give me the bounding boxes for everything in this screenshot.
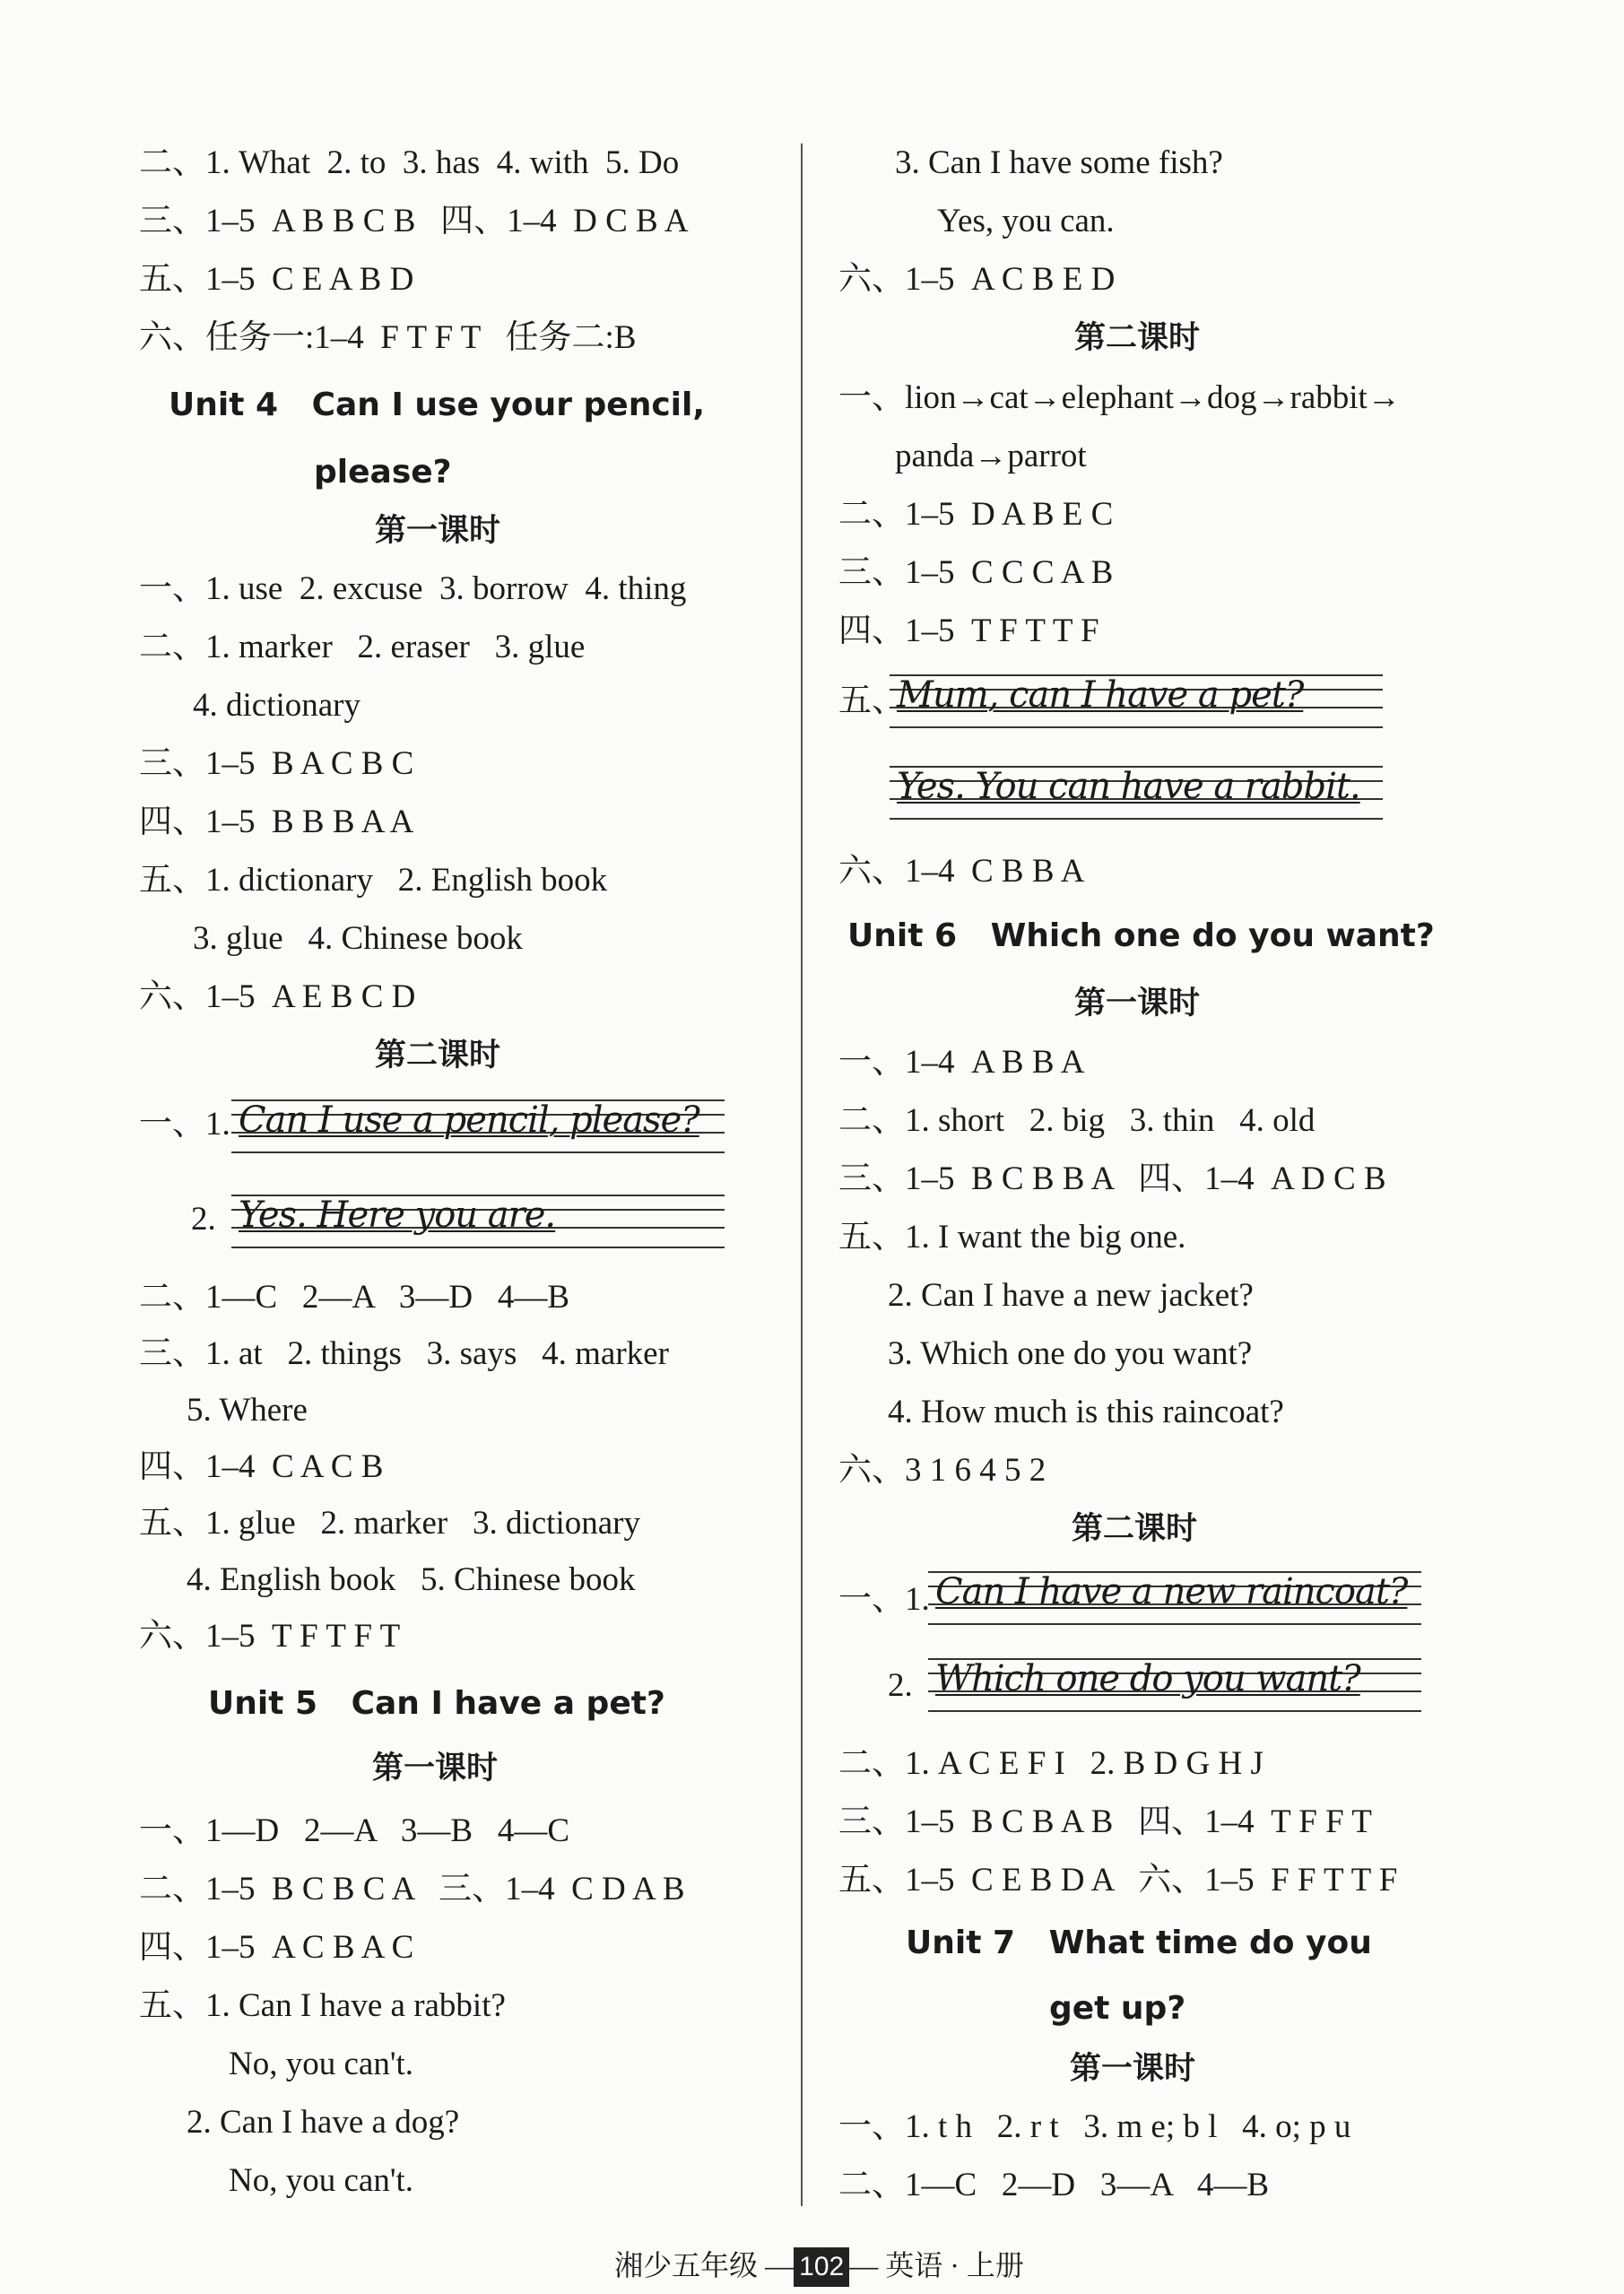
- answer-line: 一、1—D 2—A 3—B 4—C: [139, 1812, 570, 1849]
- handwriting-answer: [890, 671, 1383, 734]
- answer-line: No, you can't.: [229, 2162, 414, 2199]
- handwriting-text: Can I use a pencil, please?: [239, 1099, 699, 1141]
- handwriting-answer: [928, 1655, 1421, 1717]
- answer-line: 3. Which one do you want?: [888, 1335, 1253, 1372]
- handwriting-answer: [928, 1568, 1421, 1630]
- unit-5-title: Unit 5 Can I have a pet?: [208, 1685, 665, 1722]
- page-footer: [0, 2206, 1624, 2287]
- lesson-heading: 第一课时: [372, 1751, 499, 1786]
- unit-4-title: Unit 4 Can I use your pencil,: [169, 387, 706, 423]
- answer-line: 六、1–5 A E B C D: [139, 978, 416, 1015]
- answer-line: 六、1–5 T F T F T: [139, 1618, 401, 1655]
- answer-line: 2. Can I have a new jacket?: [888, 1277, 1254, 1314]
- handwriting-text: Can I have a new raincoat?: [935, 1571, 1408, 1612]
- unit-7-title-cont: get up?: [1049, 1990, 1186, 2027]
- unit-6-title: Unit 6 Which one do you want?: [847, 917, 1435, 954]
- handwriting-text: Which one do you want?: [935, 1658, 1360, 1699]
- footer-left: 湘少五年级 —: [614, 2249, 795, 2281]
- handwriting-text: Mum, can I have a pet?: [897, 674, 1304, 716]
- answer-line: 五、1. dictionary 2. English book: [139, 862, 608, 899]
- answer-line: 四、1–5 T F T T F: [838, 613, 1099, 649]
- answer-line: 四、1–5 A C B A C: [139, 1929, 414, 1966]
- answer-line: 四、1–5 B B B A A: [139, 804, 414, 840]
- answer-line: 二、1. short 2. big 3. thin 4. old: [838, 1102, 1316, 1139]
- answer-line: Yes, you can.: [937, 203, 1115, 239]
- lesson-heading: 第二课时: [1072, 1511, 1198, 1547]
- answer-line: 二、1—C 2—D 3—A 4—B: [838, 2167, 1270, 2203]
- handwriting-text: Yes. Here you are.: [239, 1195, 556, 1236]
- question-number: 五、: [838, 682, 905, 719]
- answer-line: panda→parrot: [895, 438, 1087, 474]
- answer-line: 一、1. use 2. excuse 3. borrow 4. thing: [139, 570, 687, 607]
- answer-line: 六、任务一:1–4 F T F T 任务二:B: [139, 319, 637, 356]
- answer-line: 一、1. t h 2. r t 3. m e; b l 4. o; p u: [838, 2108, 1351, 2145]
- question-number: 一、1.: [139, 1106, 230, 1143]
- answer-line: 五、1. Can I have a rabbit?: [139, 1987, 506, 2024]
- answer-line: 五、1. I want the big one.: [838, 1219, 1186, 1256]
- answer-line: 六、1–5 A C B E D: [838, 261, 1116, 298]
- lesson-heading: 第一课时: [375, 513, 501, 549]
- answer-line: 4. English book 5. Chinese book: [187, 1561, 636, 1598]
- answer-line: 一、1–4 A B B A: [838, 1044, 1085, 1081]
- answer-line: 三、1–5 B A C B C: [139, 745, 414, 782]
- unit-7-title: Unit 7 What time do you: [906, 1925, 1372, 1961]
- handwriting-answer: [231, 1096, 725, 1159]
- answer-line: 五、1–5 C E A B D: [139, 261, 414, 298]
- answer-line: 三、1–5 B C B A B 四、1–4 T F F T: [838, 1803, 1372, 1840]
- unit-4-title-cont: please?: [314, 454, 452, 491]
- answer-line: 五、1. glue 2. marker 3. dictionary: [139, 1505, 640, 1542]
- lesson-heading: 第二课时: [375, 1038, 501, 1073]
- answer-line: 二、1. What 2. to 3. has 4. with 5. Do: [139, 144, 680, 181]
- answer-line: 2. Can I have a dog?: [187, 2104, 460, 2141]
- answer-line: 四、1–4 C A C B: [139, 1448, 384, 1485]
- handwriting-text: Yes. You can have a rabbit.: [897, 766, 1360, 807]
- answer-line: 六、1–4 C B B A: [838, 853, 1085, 890]
- answer-line: No, you can't.: [229, 2046, 414, 2082]
- answer-line: 一、lion→cat→elephant→dog→rabbit→: [838, 379, 1401, 416]
- answer-line: 三、1. at 2. things 3. says 4. marker: [139, 1335, 669, 1372]
- lesson-heading: 第一课时: [1074, 986, 1201, 1021]
- answer-line: 二、1—C 2—A 3—D 4—B: [139, 1279, 570, 1316]
- answer-line: 三、1–5 A B B C B 四、1–4 D C B A: [139, 203, 689, 239]
- page-number: 102: [794, 2247, 849, 2287]
- answer-line: 二、1. A C E F I 2. B D G H J: [838, 1745, 1264, 1782]
- column-divider: [801, 143, 803, 2206]
- question-number: 2.: [191, 1201, 216, 1238]
- answer-line: 3. Can I have some fish?: [895, 144, 1223, 181]
- question-number: 2.: [888, 1667, 913, 1704]
- answer-line: 3. glue 4. Chinese book: [193, 920, 523, 957]
- question-number: 一、1.: [838, 1581, 930, 1618]
- answer-line: 4. dictionary: [193, 687, 361, 724]
- answer-line: 二、1–5 D A B E C: [838, 496, 1114, 533]
- answer-line: 三、1–5 B C B B A 四、1–4 A D C B: [838, 1160, 1386, 1197]
- answer-line: 六、3 1 6 4 5 2: [838, 1452, 1046, 1489]
- lesson-heading: 第一课时: [1070, 2051, 1196, 2087]
- answer-line: 二、1. marker 2. eraser 3. glue: [139, 629, 586, 665]
- answer-line: 五、1–5 C E B D A 六、1–5 F F T T F: [838, 1862, 1398, 1899]
- handwriting-answer: [231, 1191, 725, 1254]
- answer-line: 三、1–5 C C C A B: [838, 554, 1114, 591]
- footer-right: — 英语 · 上册: [849, 2249, 1024, 2281]
- answer-line: 二、1–5 B C B C A 三、1–4 C D A B: [139, 1871, 685, 1907]
- lesson-heading: 第二课时: [1074, 320, 1201, 356]
- handwriting-answer: [890, 762, 1383, 825]
- answer-line: 4. How much is this raincoat?: [888, 1394, 1284, 1430]
- answer-line: 5. Where: [187, 1392, 308, 1429]
